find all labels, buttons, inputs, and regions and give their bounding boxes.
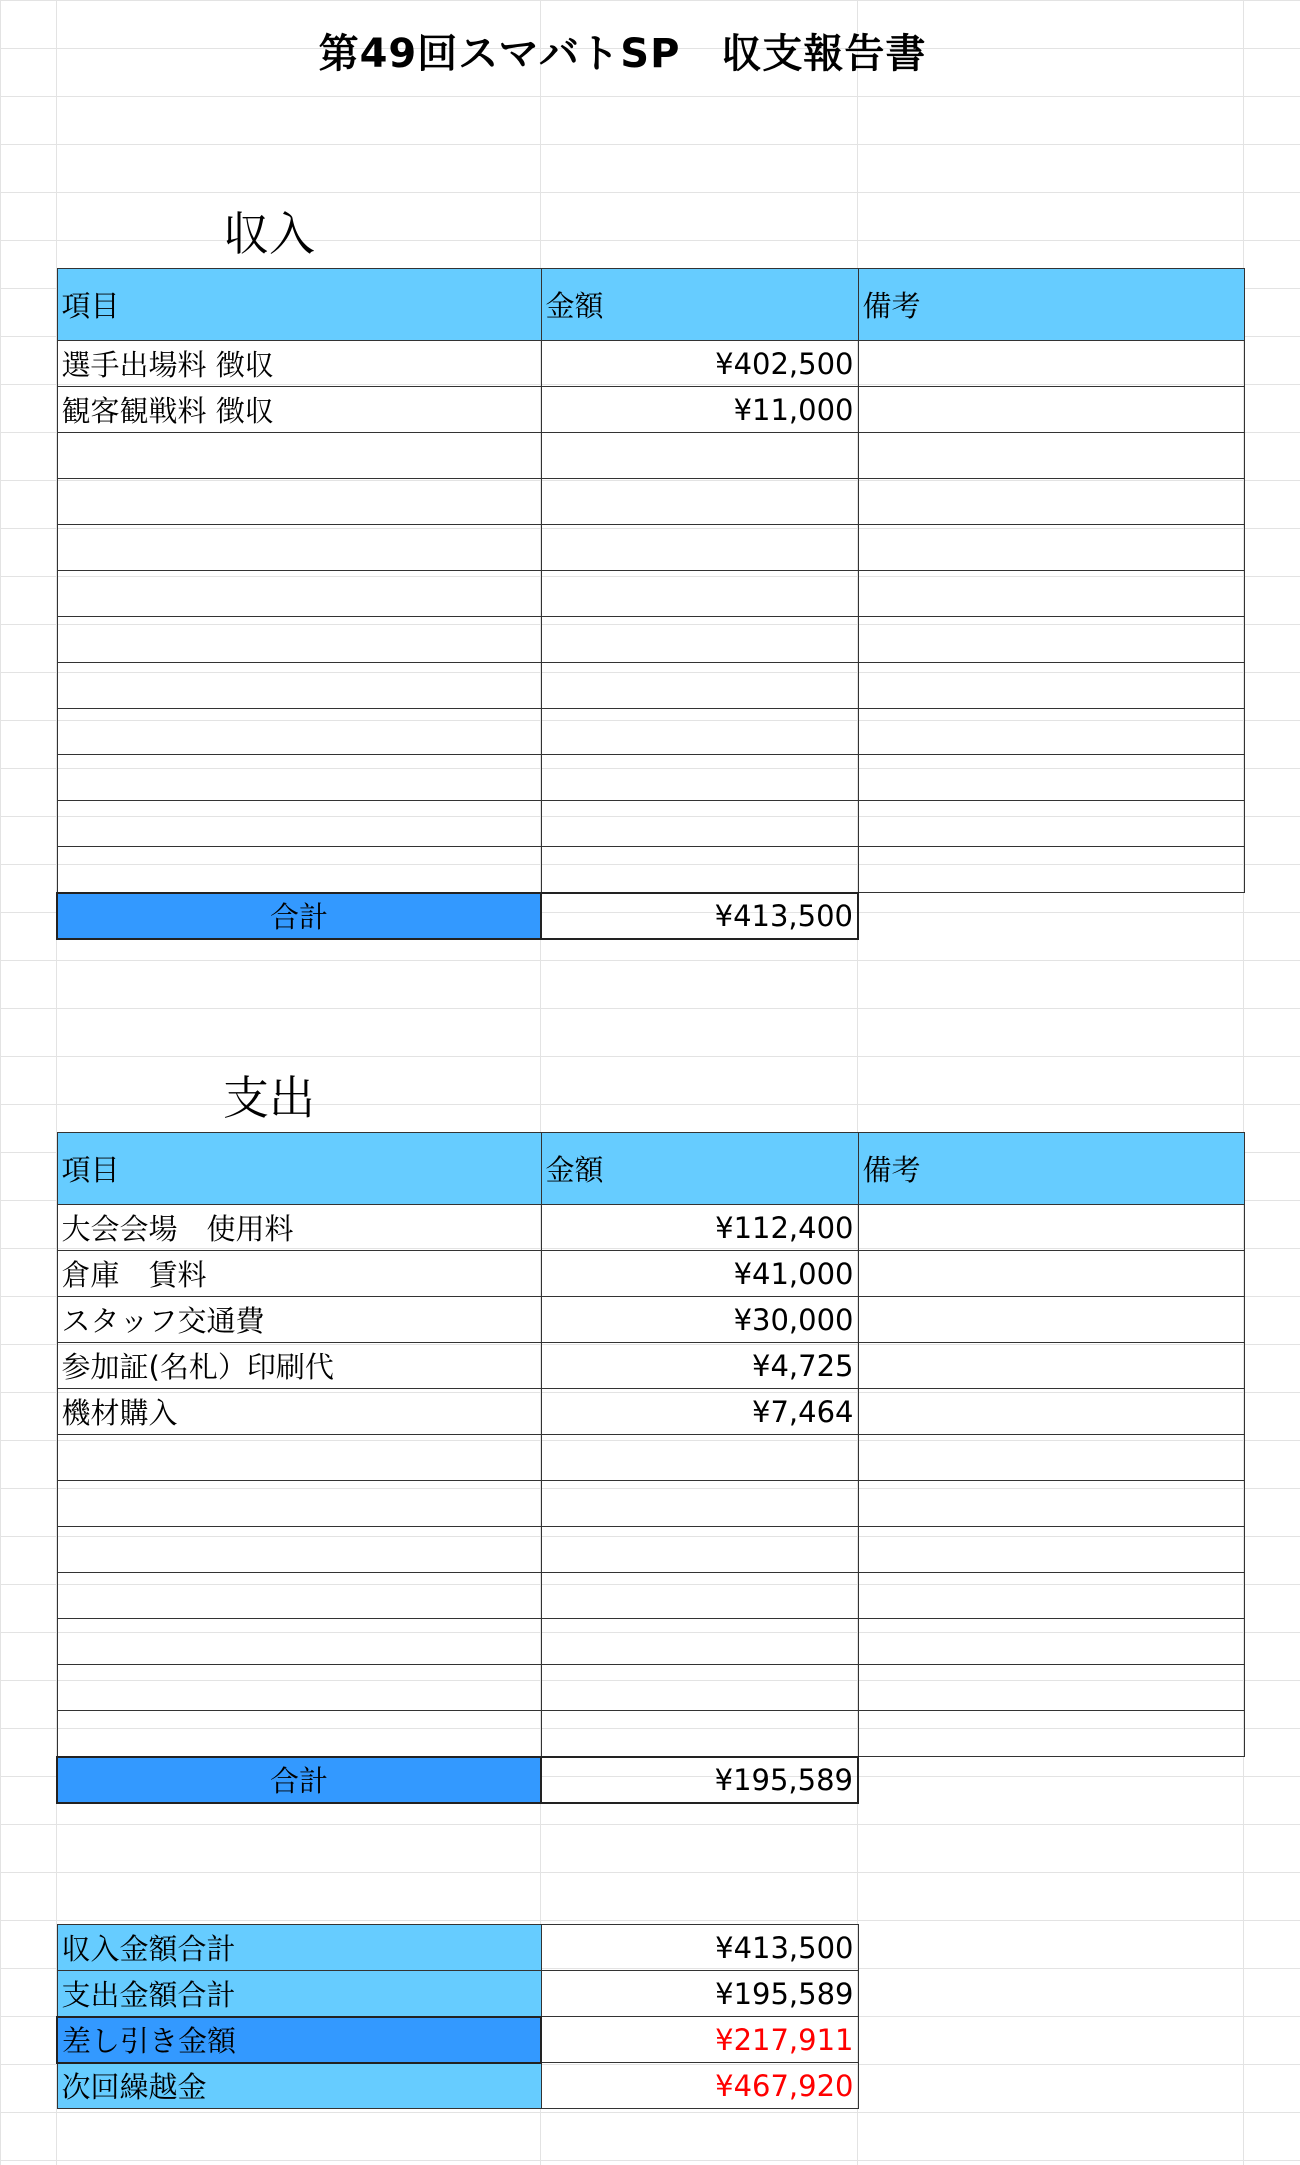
note-cell[interactable]	[858, 1389, 1244, 1435]
table-row	[57, 1389, 1244, 1435]
table-row	[57, 1205, 1244, 1251]
column-header-note: 備考	[858, 269, 1244, 341]
amount-cell[interactable]: ¥402,500	[541, 341, 858, 387]
amount-cell[interactable]: ¥41,000	[541, 1251, 858, 1297]
amount-cell[interactable]: ¥7,464	[541, 1389, 858, 1435]
note-cell[interactable]	[858, 341, 1244, 387]
note-cell[interactable]	[858, 525, 1244, 571]
note-cell[interactable]	[858, 479, 1244, 525]
table-row	[57, 341, 1244, 387]
amount-cell[interactable]	[541, 571, 858, 617]
amount-cell[interactable]: ¥30,000	[541, 1297, 858, 1343]
amount-cell[interactable]	[541, 755, 858, 801]
table-row	[57, 1297, 1244, 1343]
note-cell[interactable]	[858, 1527, 1244, 1573]
empty-row	[57, 433, 1244, 479]
note-cell[interactable]	[858, 1435, 1244, 1481]
empty-row	[57, 617, 1244, 663]
empty-row	[57, 663, 1244, 709]
empty-row	[57, 801, 1244, 847]
column-header-note: 備考	[858, 1133, 1244, 1205]
item-cell[interactable]	[57, 1711, 541, 1757]
item-cell[interactable]: 観客観戦料 徴収	[57, 387, 541, 433]
item-cell[interactable]	[57, 1527, 541, 1573]
note-cell[interactable]	[858, 1343, 1244, 1389]
summary-row-difference	[57, 2017, 858, 2063]
item-cell[interactable]	[57, 479, 541, 525]
table-row	[57, 1251, 1244, 1297]
income-total-row	[57, 893, 1244, 939]
amount-cell[interactable]: ¥112,400	[541, 1205, 858, 1251]
note-cell[interactable]	[858, 1251, 1244, 1297]
amount-cell[interactable]	[541, 1711, 858, 1757]
amount-cell[interactable]: ¥11,000	[541, 387, 858, 433]
item-cell[interactable]	[57, 1481, 541, 1527]
note-cell[interactable]	[858, 801, 1244, 847]
empty-row	[57, 755, 1244, 801]
expense-total-amount[interactable]: ¥195,589	[541, 1757, 858, 1803]
item-cell[interactable]	[57, 433, 541, 479]
empty-row	[57, 1527, 1244, 1573]
summary-label: 収入金額合計	[57, 1925, 541, 1971]
summary-value[interactable]: ¥413,500	[541, 1925, 858, 1971]
item-cell[interactable]: 参加証(名札）印刷代	[57, 1343, 541, 1389]
amount-cell[interactable]	[541, 617, 858, 663]
amount-cell[interactable]	[541, 1573, 858, 1619]
empty-row	[57, 1619, 1244, 1665]
item-cell[interactable]	[57, 1435, 541, 1481]
empty-row	[57, 571, 1244, 617]
column-header-amount: 金額	[541, 1133, 858, 1205]
note-cell[interactable]	[858, 617, 1244, 663]
empty-row	[57, 479, 1244, 525]
amount-cell[interactable]	[541, 1435, 858, 1481]
amount-cell[interactable]	[541, 1619, 858, 1665]
page-title: 第49回スマバトSP 収支報告書	[318, 31, 927, 77]
expense-header-row	[57, 1133, 1244, 1205]
summary-value[interactable]: ¥195,589	[541, 1971, 858, 2017]
note-cell[interactable]	[858, 571, 1244, 617]
item-cell[interactable]: 機材購入	[57, 1389, 541, 1435]
note-cell[interactable]	[858, 1619, 1244, 1665]
column-header-amount: 金額	[541, 269, 858, 341]
item-cell[interactable]	[57, 1665, 541, 1711]
item-cell[interactable]	[57, 847, 541, 893]
amount-cell[interactable]	[541, 663, 858, 709]
expense-total-label: 合計	[57, 1757, 541, 1803]
column-header-item: 項目	[57, 269, 541, 341]
summary-value[interactable]: ¥217,911	[541, 2017, 858, 2063]
summary-value[interactable]: ¥467,920	[541, 2063, 858, 2109]
empty-row	[57, 709, 1244, 755]
amount-cell[interactable]	[541, 479, 858, 525]
expense-table	[56, 1132, 1245, 1804]
amount-cell[interactable]: ¥4,725	[541, 1343, 858, 1389]
empty-row	[57, 1573, 1244, 1619]
table-row	[57, 387, 1244, 433]
item-cell[interactable]	[57, 617, 541, 663]
note-cell[interactable]	[858, 387, 1244, 433]
note-cell[interactable]	[858, 1205, 1244, 1251]
summary-label: 差し引き金額	[57, 2017, 541, 2063]
empty-row	[57, 1481, 1244, 1527]
amount-cell[interactable]	[541, 433, 858, 479]
amount-cell[interactable]	[541, 709, 858, 755]
amount-cell[interactable]	[541, 847, 858, 893]
empty-row	[57, 1435, 1244, 1481]
amount-cell[interactable]	[541, 525, 858, 571]
income-table	[56, 268, 1245, 940]
amount-cell[interactable]	[541, 1665, 858, 1711]
income-total-amount[interactable]: ¥413,500	[541, 893, 858, 939]
note-cell[interactable]	[858, 1665, 1244, 1711]
summary-row-expense-total	[57, 1971, 858, 2017]
note-cell[interactable]	[858, 847, 1244, 893]
summary-label: 支出金額合計	[57, 1971, 541, 2017]
income-heading: 収入	[223, 207, 315, 261]
summary-row-income-total	[57, 1925, 858, 1971]
note-cell[interactable]	[858, 755, 1244, 801]
amount-cell[interactable]	[541, 1527, 858, 1573]
note-cell[interactable]	[858, 709, 1244, 755]
note-cell[interactable]	[858, 663, 1244, 709]
note-cell[interactable]	[858, 433, 1244, 479]
item-cell[interactable]: スタッフ交通費	[57, 1297, 541, 1343]
note-cell[interactable]	[858, 1297, 1244, 1343]
item-cell[interactable]: 倉庫 賃料	[57, 1251, 541, 1297]
summary-label: 次回繰越金	[57, 2063, 541, 2109]
summary-row-carryover	[57, 2063, 858, 2109]
empty-row	[57, 1665, 1244, 1711]
note-cell[interactable]	[858, 1711, 1244, 1757]
item-cell[interactable]	[57, 755, 541, 801]
empty-row	[57, 1711, 1244, 1757]
item-cell[interactable]	[57, 801, 541, 847]
item-cell[interactable]	[57, 571, 541, 617]
empty-row	[57, 525, 1244, 571]
income-header-row	[57, 269, 1244, 341]
item-cell[interactable]: 選手出場料 徴収	[57, 341, 541, 387]
item-cell[interactable]	[57, 663, 541, 709]
column-header-item: 項目	[57, 1133, 541, 1205]
income-total-label: 合計	[57, 893, 541, 939]
empty-row	[57, 847, 1244, 893]
note-cell[interactable]	[858, 1573, 1244, 1619]
summary-table	[56, 1924, 859, 2109]
item-cell[interactable]	[57, 1573, 541, 1619]
note-cell[interactable]	[858, 1481, 1244, 1527]
expense-heading: 支出	[223, 1071, 315, 1125]
item-cell[interactable]: 大会会場 使用料	[57, 1205, 541, 1251]
amount-cell[interactable]	[541, 1481, 858, 1527]
item-cell[interactable]	[57, 525, 541, 571]
amount-cell[interactable]	[541, 801, 858, 847]
item-cell[interactable]	[57, 1619, 541, 1665]
item-cell[interactable]	[57, 709, 541, 755]
expense-total-row	[57, 1757, 1244, 1803]
table-row	[57, 1343, 1244, 1389]
